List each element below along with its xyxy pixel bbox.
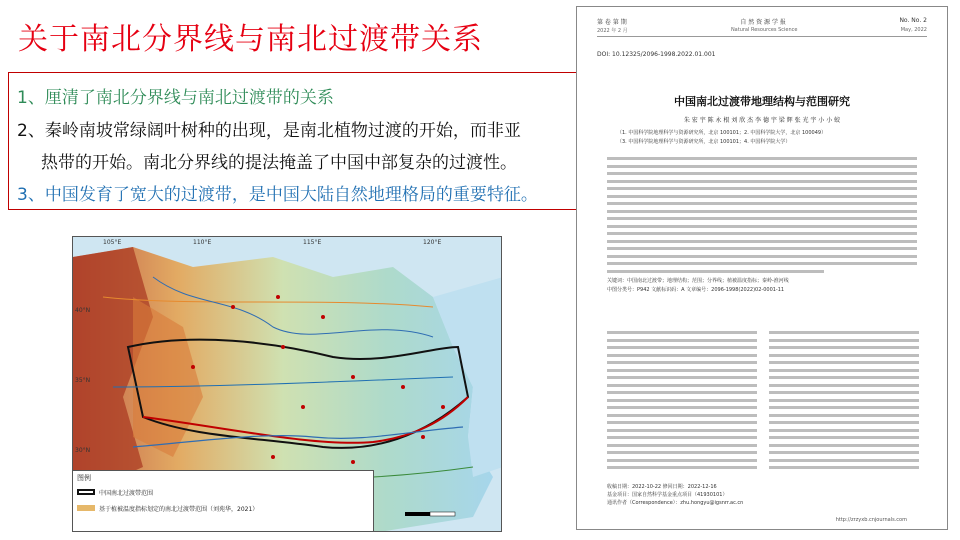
paper-body-right-column [769, 331, 919, 475]
legend-row-1-label: 中国南北过渡带范围 [99, 489, 154, 497]
coord-left-1: 40°N [75, 307, 91, 314]
paper-funding: 基金项目：国家自然科学基金重点项目（41930101） [607, 492, 728, 498]
paper-subheader-right: May, 2022 [900, 27, 927, 33]
paper-affiliations [617, 129, 826, 147]
paper-received: 收稿日期：2022-10-22 修回日期：2022-12-16 [607, 484, 717, 490]
slide-title: 关于南北分界线与南北过渡带关系 [18, 22, 483, 57]
paper-title: 中国南北过渡带地理结构与范围研究 [674, 95, 850, 108]
legend-swatch-boundary [77, 489, 95, 495]
legend-title: 图例 [77, 474, 91, 482]
paper-header [597, 17, 927, 26]
legend-row-2 [77, 503, 258, 513]
legend-row-1 [77, 487, 153, 497]
paper-body-left-column [607, 331, 757, 475]
scale-bar [403, 509, 463, 523]
scale-bar-graphic [403, 510, 463, 524]
paper-url: http://zrzyxb.cnjournals.com [835, 517, 907, 523]
summary-box [8, 72, 580, 210]
coord-top-1: 105°E [103, 239, 122, 246]
paper-doi: DOI: 10.12325/2096-1998.2022.01.001 [597, 51, 716, 58]
paper-header-center: 自 然 资 源 学 报 [740, 19, 786, 26]
summary-point-2-continued: 热带的开始。南北分界线的提法掩盖了中国中部复杂的过渡性。 [41, 153, 517, 173]
paper-affiliation-1: （1. 中国科学院地理科学与资源研究所，北京 100101；2. 中国科学院大学，北京 100049） [617, 130, 827, 136]
paper-affiliation-2: （3. 中国科学院地理科学与资源研究所，北京 100101；4. 中国科学院大学） [617, 139, 791, 145]
paper-authors: 朱 宏 宇 陈 永 根 刘 欣 杰 李 德 宇 梁 辉 张 光 宇 小 小 蛟 [683, 117, 841, 124]
paper-classification-line: 中图分类号：P942 文献标识码：A 文章编号：2096-1998(2022)02-0001-11 [607, 287, 785, 293]
summary-point-2: 2、秦岭南坡常绿阔叶树种的出现，是南北植物过渡的开始，而非亚 [17, 121, 521, 141]
coord-top-4: 120°E [423, 239, 442, 246]
paper-subheader-left: 2022 年 2 月 [597, 28, 628, 34]
transition-zone-map [72, 236, 502, 532]
map-legend [73, 470, 374, 531]
paper-footnotes [607, 483, 743, 507]
legend-row-2-label: 基于植被温度指标划定的南北过渡带范围（刘苑华，2021） [99, 505, 259, 513]
legend-swatch-thermal [77, 505, 95, 511]
coord-top-2: 110°E [193, 239, 212, 246]
paper-correspondence: 通讯作者（Correspondence）：zhu.hongyu@igsnrr.ac.cn [607, 500, 744, 506]
paper-page [576, 6, 948, 530]
coord-top-3: 115°E [303, 239, 322, 246]
paper-abstract [607, 157, 917, 275]
paper-subheader [597, 27, 927, 37]
coord-left-2: 35°N [75, 377, 91, 384]
paper-keywords-line: 关键词：中国南北过渡带；地理结构；范围；分界线；植被温度指标；秦岭-淮河线 [607, 278, 789, 284]
paper-header-right: No. No. 2 [899, 17, 927, 24]
paper-subheader-center: Natural Resources Science [730, 27, 798, 33]
paper-keywords [607, 277, 789, 295]
coord-left-3: 30°N [75, 447, 91, 454]
paper-header-left: 第 卷 第 期 [597, 19, 627, 26]
summary-point-1: 1、厘清了南北分界线与南北过渡带的关系 [17, 88, 334, 108]
summary-point-3: 3、中国发育了宽大的过渡带，是中国大陆自然地理格局的重要特征。 [17, 185, 538, 205]
